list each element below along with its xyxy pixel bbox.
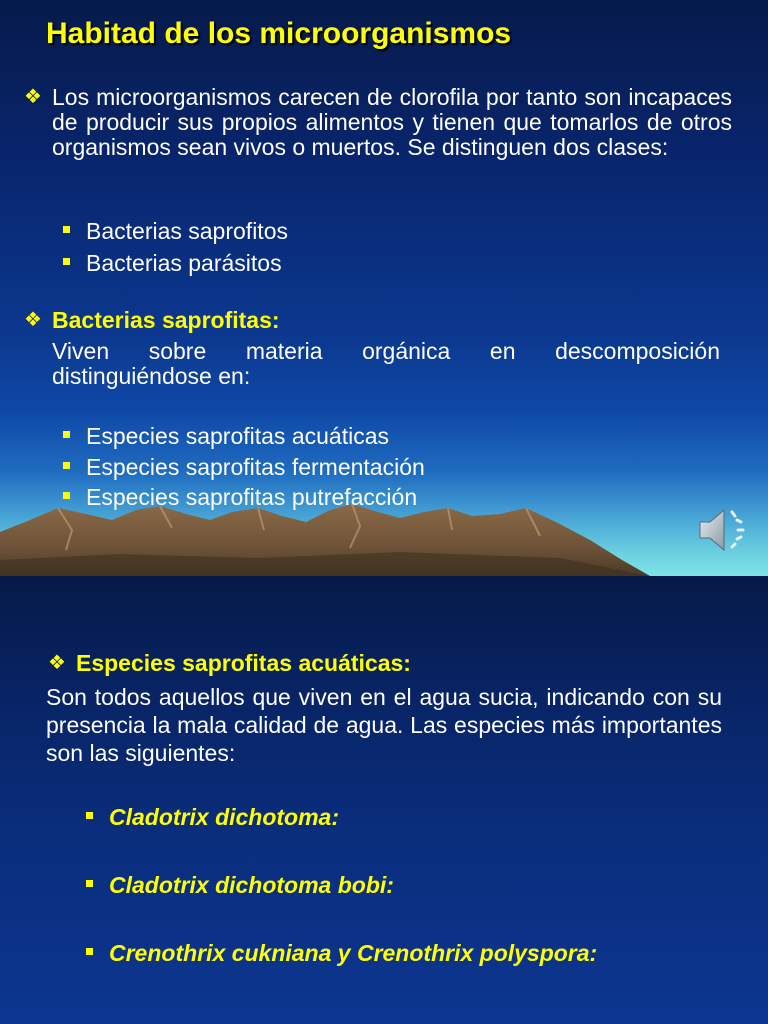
class-item-2: Bacterias parásitos — [63, 249, 282, 277]
intro-paragraph: Los microorganismos carecen de clorofila por tanto son incapaces de producir sus propios alimentos y tienen que tomarlos de otros organismos sean vivos o muertos. Se distinguen dos clases: — [52, 84, 732, 160]
species-item-1: Cladotrix dichotoma: — [86, 803, 339, 831]
slide-2 — [0, 576, 768, 1024]
type-item-1: Especies saprofitas acuáticas — [63, 422, 389, 450]
square-bullet-icon — [63, 258, 70, 265]
species-item-2: Cladotrix dichotoma bobi: — [86, 871, 394, 899]
species-item-3: Crenothrix cukniana y Crenothrix polyspora: — [86, 939, 597, 967]
diamond-bullet-icon: ❖ — [24, 309, 42, 331]
square-bullet-icon — [86, 948, 93, 955]
mountain-landscape — [0, 500, 768, 576]
acuaticas-heading: Especies saprofitas acuáticas: — [76, 650, 411, 676]
square-bullet-icon — [63, 226, 70, 233]
square-bullet-icon — [86, 880, 93, 887]
speaker-icon[interactable] — [696, 504, 748, 556]
class-item-1: Bacterias saprofitos — [63, 217, 288, 245]
square-bullet-icon — [63, 492, 70, 499]
diamond-bullet-icon: ❖ — [48, 652, 66, 674]
acuaticas-paragraph: Son todos aquellos que viven en el agua sucia, indicando con su presencia la mala calidad de agua. Las especies más importantes son las siguientes: — [46, 684, 722, 766]
square-bullet-icon — [86, 812, 93, 819]
square-bullet-icon — [63, 462, 70, 469]
slide-title: Habitad de los microorganismos — [46, 17, 512, 50]
saprofitas-paragraph: Viven sobre materia orgánica en descomposición distinguiéndose en: — [52, 338, 720, 389]
type-item-2: Especies saprofitas fermentación — [63, 453, 425, 481]
square-bullet-icon — [63, 431, 70, 438]
saprofitas-heading: Bacterias saprofitas: — [52, 307, 280, 333]
type-item-3: Especies saprofitas putrefacción — [63, 483, 417, 511]
diamond-bullet-icon: ❖ — [24, 86, 42, 108]
